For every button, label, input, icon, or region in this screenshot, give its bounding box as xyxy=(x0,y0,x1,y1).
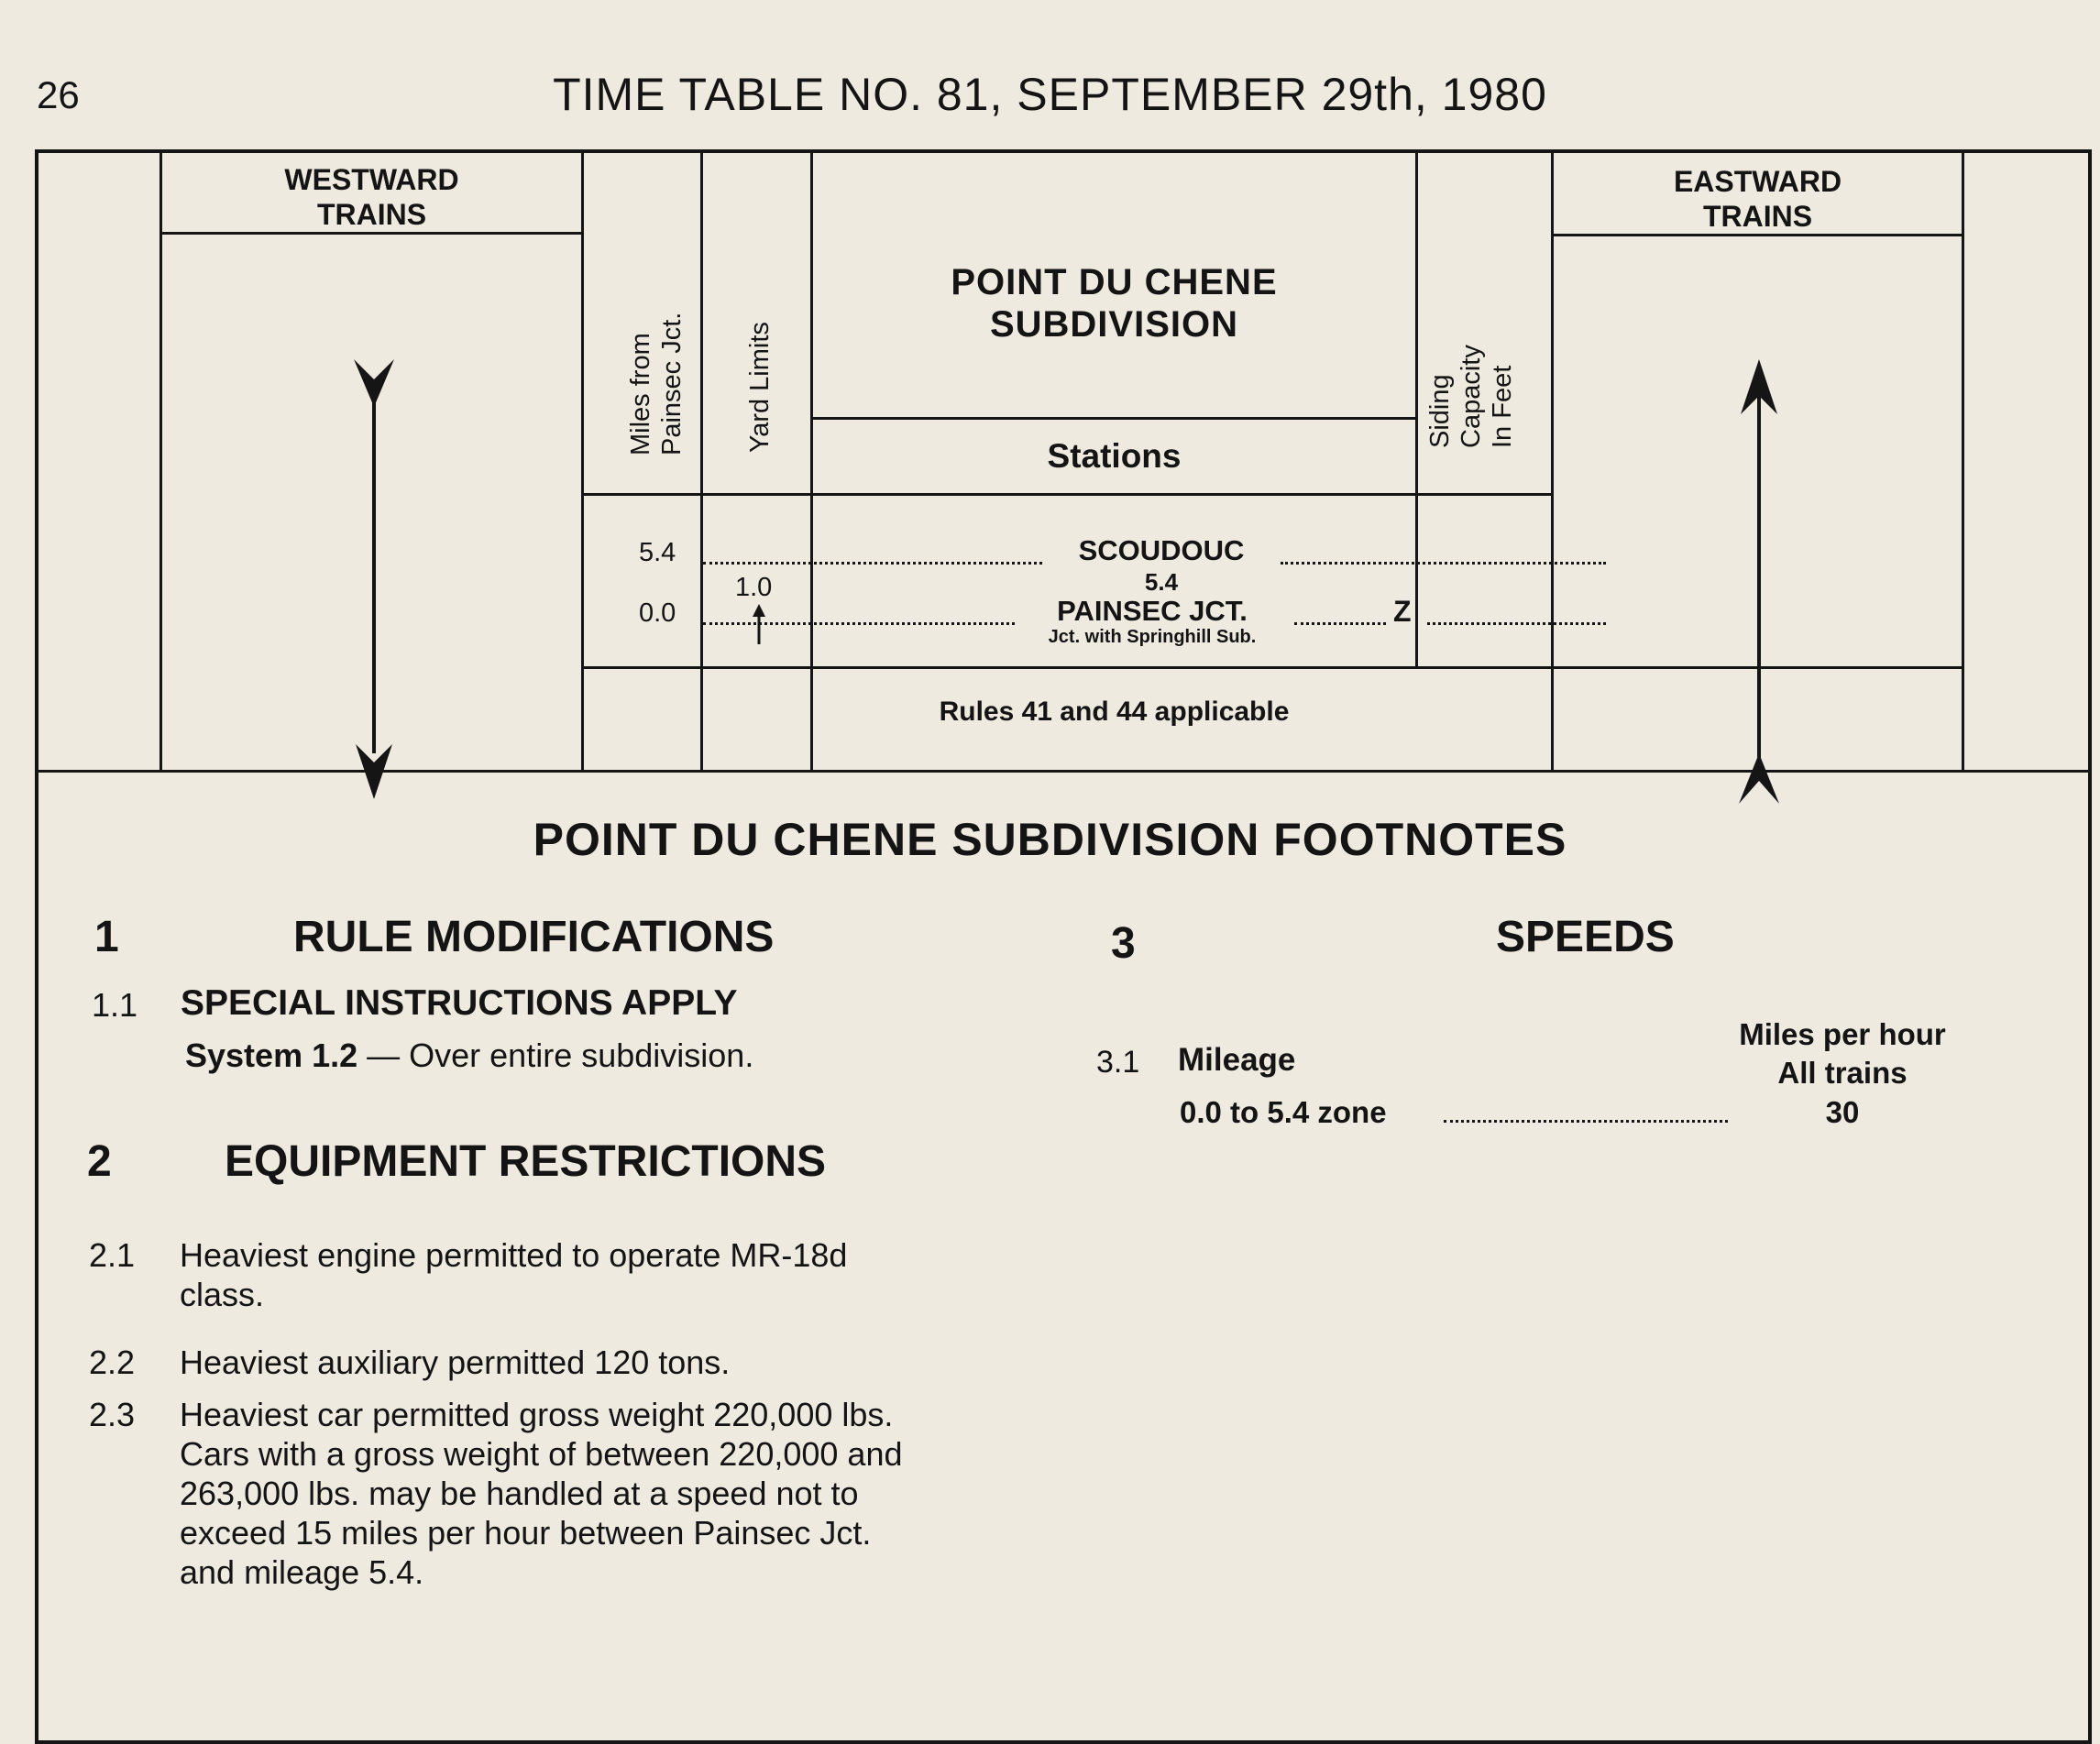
row-painsec-dots-right xyxy=(1427,622,1606,625)
divider-east-right xyxy=(1962,153,1964,770)
row-scoudouc-dots-left xyxy=(703,562,1042,565)
miles-header xyxy=(625,313,687,455)
item-2-2-line1: Heaviest auxiliary permitted 120 tons. xyxy=(180,1344,731,1381)
item-2-3-line2: Cars with a gross weight of between 220,000 and xyxy=(180,1435,903,1473)
section2-number: 2 xyxy=(87,1137,112,1186)
rules-note: Rules 41 and 44 applicable xyxy=(939,697,1290,727)
yard-limits-header: Yard Limits xyxy=(745,322,775,453)
item-3-1-number: 3.1 xyxy=(1096,1045,1140,1080)
row-scoudouc-station-mile: 5.4 xyxy=(1144,568,1179,596)
divider-stations xyxy=(1415,153,1418,666)
item-2-3-number: 2.3 xyxy=(89,1396,136,1433)
speed-value: 30 xyxy=(1825,1095,1860,1129)
item-2-3-line1: Heaviest car permitted gross weight 220,000 lbs. xyxy=(180,1396,894,1433)
item-2-1-line2: class. xyxy=(180,1276,265,1313)
row-painsec-siding: Z xyxy=(1393,595,1412,628)
item-1-1-text xyxy=(185,1036,753,1075)
page-number: 26 xyxy=(37,73,80,116)
item-2-2-text xyxy=(180,1343,730,1382)
row-painsec-dots-mid xyxy=(1294,622,1386,625)
item-2-2-number: 2.2 xyxy=(89,1344,136,1381)
section2-title: EQUIPMENT RESTRICTIONS xyxy=(225,1137,827,1186)
item-1-1-description: — Over entire subdivision. xyxy=(367,1037,754,1074)
footnotes-title: POINT DU CHENE SUBDIVISION FOOTNOTES xyxy=(533,814,1567,865)
westward-header xyxy=(162,162,581,232)
divider-west-right xyxy=(581,153,584,770)
stations-line-top xyxy=(810,417,1418,420)
westward-header-line2: TRAINS xyxy=(316,198,427,231)
siding-capacity-header xyxy=(1424,345,1518,448)
row-painsec-station: PAINSEC JCT. xyxy=(1057,595,1248,627)
row-painsec-dots-left xyxy=(703,622,1015,625)
siding-header-line1: Siding xyxy=(1425,374,1455,448)
westward-arrow-icon xyxy=(346,359,401,804)
yard-limit-value: 1.0 xyxy=(735,573,773,602)
speed-zone-dots xyxy=(1444,1120,1728,1123)
row-scoudouc-mile: 5.4 xyxy=(639,538,676,567)
eastward-header xyxy=(1554,164,1962,234)
page-header: TIME TABLE NO. 81, SEPTEMBER 29th, 1980 xyxy=(553,69,1547,120)
eastward-header-line2: TRAINS xyxy=(1702,200,1813,233)
item-1-1-system-label: System 1.2 xyxy=(185,1037,358,1074)
speed-zone: 0.0 to 5.4 zone xyxy=(1180,1095,1387,1129)
stations-line-bottom xyxy=(581,493,1554,496)
item-2-1-text xyxy=(180,1235,847,1314)
item-1-1-number: 1.1 xyxy=(92,986,138,1024)
item-3-1-label: Mileage xyxy=(1178,1042,1296,1078)
item-2-1-line1: Heaviest engine permitted to operate MR-18d xyxy=(180,1236,848,1274)
east-header-line xyxy=(1551,234,1964,236)
miles-header-line2: Painsec Jct. xyxy=(657,312,687,455)
west-header-line xyxy=(159,232,584,235)
item-2-3-line3: 263,000 lbs. may be handled at a speed not to xyxy=(180,1475,859,1512)
miles-header-line1: Miles from xyxy=(626,333,655,455)
section1-title: RULE MODIFICATIONS xyxy=(293,913,775,961)
row-scoudouc-station: SCOUDOUC xyxy=(1078,534,1245,566)
row-painsec-junction-note: Jct. with Springhill Sub. xyxy=(1048,627,1257,647)
mph-header: Miles per hour xyxy=(1739,1017,1946,1051)
subdivision-title xyxy=(813,261,1415,346)
item-2-3-text xyxy=(180,1395,902,1592)
row-scoudouc-dots-right xyxy=(1281,562,1606,565)
eastward-arrow-icon xyxy=(1732,359,1787,804)
all-trains-header: All trains xyxy=(1777,1056,1908,1090)
siding-header-line2: Capacity xyxy=(1457,345,1486,448)
divider-siding xyxy=(1551,153,1554,770)
item-2-3-line5: and mileage 5.4. xyxy=(180,1553,424,1591)
stations-header: Stations xyxy=(1047,437,1182,475)
divider-west-left xyxy=(159,153,162,770)
item-1-1-title: SPECIAL INSTRUCTIONS APPLY xyxy=(181,983,738,1023)
eastward-header-line1: EASTWARD xyxy=(1673,165,1842,198)
siding-header-line3: In Feet xyxy=(1488,365,1517,448)
item-2-3-line4: exceed 15 miles per hour between Painsec Jct. xyxy=(180,1514,872,1552)
section3-number: 3 xyxy=(1111,919,1136,968)
section1-number: 1 xyxy=(94,913,119,961)
item-2-1-number: 2.1 xyxy=(89,1236,136,1274)
divider-miles xyxy=(700,153,703,770)
subdivision-title-line1: POINT DU CHENE xyxy=(951,262,1278,302)
section3-title: SPEEDS xyxy=(1496,913,1675,961)
westward-header-line1: WESTWARD xyxy=(284,163,459,196)
subdivision-title-line2: SUBDIVISION xyxy=(989,304,1239,345)
row-painsec-mile: 0.0 xyxy=(639,598,676,628)
